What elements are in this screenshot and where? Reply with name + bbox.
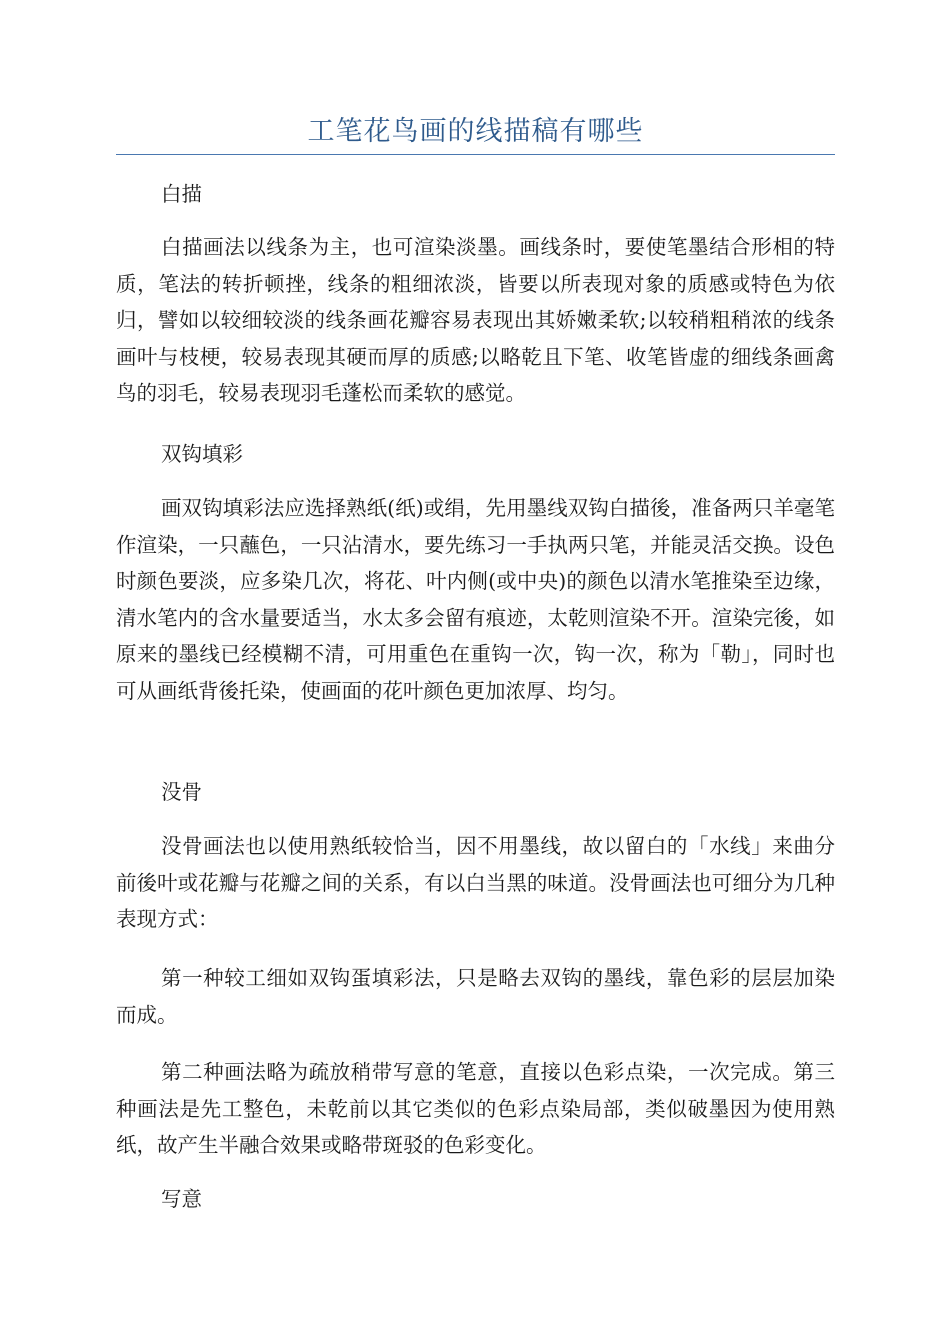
body-paragraph: 画双钩填彩法应选择熟纸(纸)或绢，先用墨线双钩白描後，准备两只羊毫笔作渲染，一只蘸色，一只沾清水，要先练习一手执两只笔，并能灵活交换。设色时颜色要淡，应多染几次，将花、叶内侧(或中央)的颜色以清水笔推染至边缘，清水笔内的含水量要适当，水太多会留有痕迹，太乾则渲染不开。渲染完後，如原来的墨线已经模糊不清，可用重色在重钩一次，钩一次，称为「勒」，同时也可从画纸背後托染，使画面的花叶颜色更加浓厚、均匀。 — [116, 496, 835, 703]
title-underline — [116, 154, 835, 155]
body-paragraph: 没骨画法也以使用熟纸较恰当，因不用墨线，故以留白的「水线」来曲分前後叶或花瓣与花瓣之间的关系，有以白当黑的味道。没骨画法也可细分为几种表现方式： — [116, 834, 835, 932]
section-heading: 双钩填彩 — [161, 442, 243, 466]
document-title: 工笔花鸟画的线描稿有哪些 — [307, 116, 644, 147]
body-paragraph: 第一种较工细如双钩蛋填彩法，只是略去双钩的墨线，靠色彩的层层加染而成。 — [116, 966, 835, 1027]
section-heading: 没骨 — [161, 780, 202, 804]
section-heading: 白描 — [161, 182, 202, 206]
body-paragraph: 第二种画法略为疏放稍带写意的笔意，直接以色彩点染，一次完成。第三种画法是先工整色，未乾前以其它类似的色彩点染局部，类似破墨因为使用熟纸，故产生半融合效果或略带斑驳的色彩变化。 — [116, 1060, 835, 1158]
body-paragraph: 白描画法以线条为主，也可渲染淡墨。画线条时，要使笔墨结合形相的特质，笔法的转折顿挫，线条的粗细浓淡，皆要以所表现对象的质感或特色为依归，譬如以较细较淡的线条画花瓣容易表现出其娇嫩柔软;以较稍粗稍浓的线条画叶与枝梗，较易表现其硬而厚的质感;以略乾且下笔、收笔皆虚的细线条画禽鸟的羽毛，较易表现羽毛蓬松而柔软的感觉。 — [116, 235, 835, 406]
section-heading: 写意 — [161, 1187, 202, 1211]
